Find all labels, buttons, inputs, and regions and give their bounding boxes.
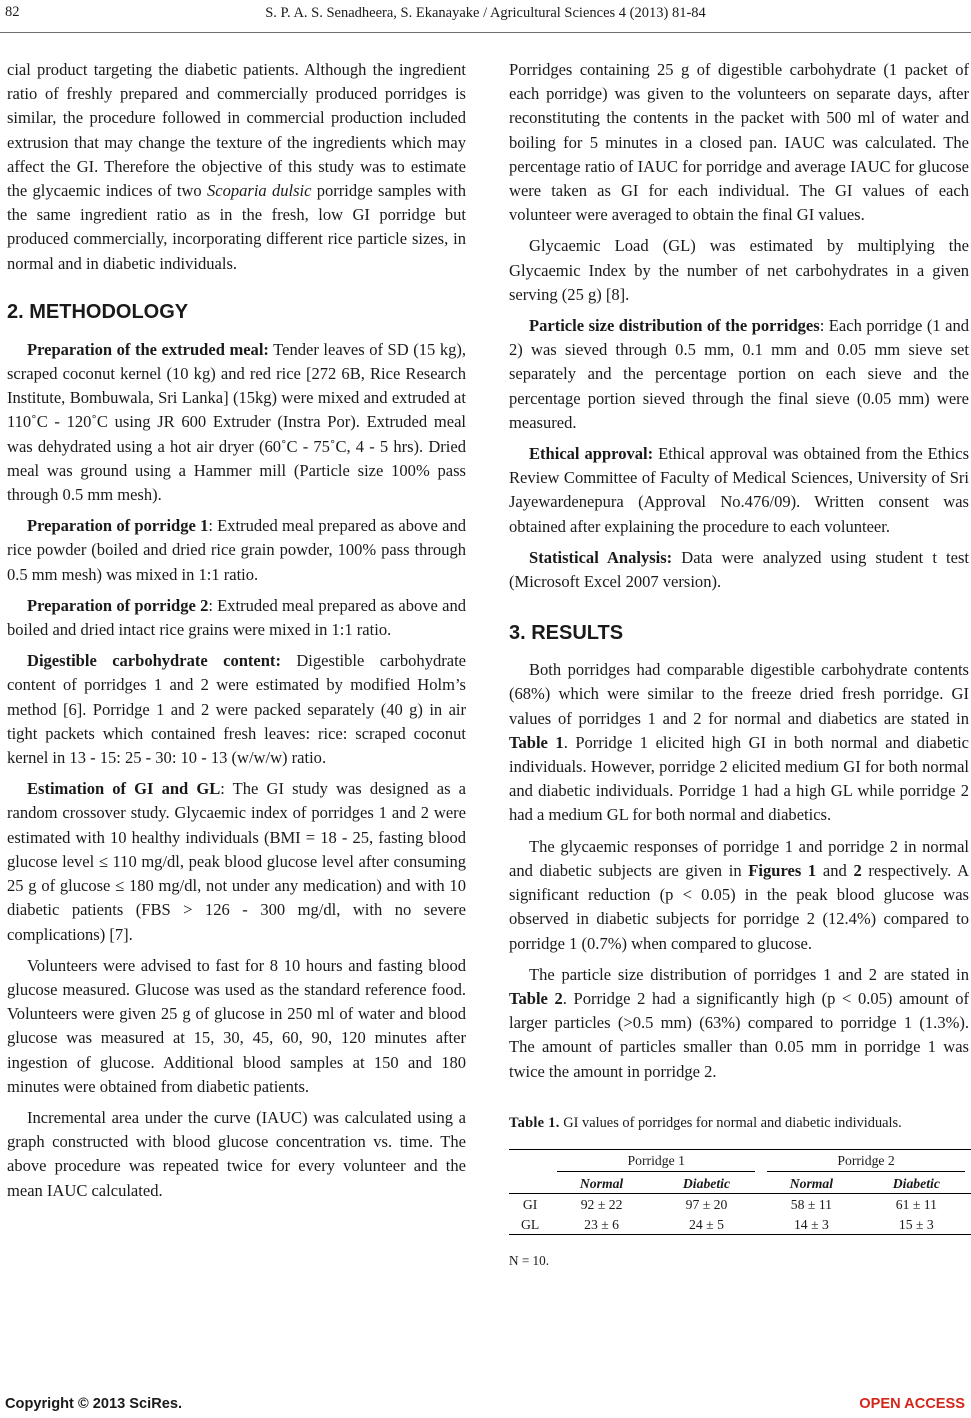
table-footnote: N = 10. — [509, 1252, 550, 1268]
results-heading: 3. RESULTS — [509, 622, 624, 645]
porridge1-paragraph: Preparation of porridge 1: Extruded meal prepared as above and rice powder (boiled and dried rice grain powder, 100% pass through 0.5 mm mesh) was mixed in 1:1 ratio. — [7, 516, 466, 584]
statistical-analysis-paragraph: Statistical Analysis: Data were analyzed using student t test (Microsoft Excel 2007 version). — [509, 547, 969, 592]
porridges-paragraph: Porridges containing 25 g of digestible carbohydrate (1 packet of each porridge) was given to the volunteers on separate days, after reconstituting the contents in the packet with 500 ml of water and boiling for 5 minutes in a closed pan. IAUC was calculated. The percentage ratio of IAUC for porridge and average IAUC for glucose were taken as GI for each individual. The GI values of each volunteer were averaged to obtain the final GI values. — [509, 60, 969, 225]
table-cell: 24 ± 5 — [689, 1216, 724, 1232]
table-reference: Table 2 — [509, 988, 563, 1008]
table-subheader: Normal — [579, 1175, 624, 1191]
table-subheader-row — [509, 1173, 971, 1194]
open-access-label: OPEN ACCESS — [859, 1396, 965, 1412]
results-paragraph-3: The particle size distribution of porridges 1 and 2 are stated in Table 2. Porridge 2 had a significantly high (p < 0.05) amount of larger particles (>0.5 mm) (63%) compared to porridge 1 (1.3%). The amount of particles smaller than 0.05 mm in porridge 1 was twice the amount in porridge 2. — [509, 964, 969, 1081]
methodology-heading: 2. METHODOLOGY — [7, 300, 189, 323]
table-reference: Table 1 — [509, 732, 564, 752]
table-caption: Table 1. GI values of porridges for normal and diabetic individuals. — [509, 1114, 902, 1131]
table-group-header: Porridge 2 — [761, 1149, 971, 1173]
volunteers-paragraph: Volunteers were advised to fast for 8 10 hours and fasting blood glucose measured. Glucose was used as the standard reference food. Volunteers were given 25 g of glucose in 250 ml of water and blood glucose was measured at 15, 30, 45, 60, 90, 120 minutes after ingestion of glucose. Additional blood samples at 150 and 180 minutes were obtained from diabetic patients. — [7, 955, 466, 1096]
table-cell: 97 ± 20 — [685, 1196, 728, 1212]
table-cell: 15 ± 3 — [898, 1216, 934, 1232]
glycaemic-load-paragraph: Glycaemic Load (GL) was estimated by multiplying the Glycaemic Index by the number of net carbohydrates in a given serving (25 g) [8]. — [509, 236, 969, 304]
table-corner-cell — [509, 1149, 551, 1173]
gi-gl-paragraph: Estimation of GI and GL: The GI study was designed as a random crossover study. Glycaemic index of porridges 1 and 2 were estimated with 10 healthy individuals (BMI = 18 - 25, fasting blood glucose level ≤ 110 mg/dl, peak blood glucose level after consuming 25 g of glucose ≤ 180 mg/dl, not under any medication) and with 10 diabetic patients (FBS > 126 - 300 mg/dl, with no severe complications) [7]. — [7, 779, 466, 944]
table-row — [509, 1193, 971, 1214]
table-subheader: Diabetic — [682, 1175, 731, 1191]
table-row-label: GL — [521, 1216, 540, 1232]
particle-size-paragraph: Particle size distribution of the porridges: Each porridge (1 and 2) was sieved through 0.5 mm, 0.1 mm and 0.05 mm sieve set separately and the percentage portion on each sieve and the percentage portion sieved through the final sieve (0.05 mm) were measured. — [509, 316, 969, 432]
left-column — [7, 58, 466, 1203]
header-rule — [0, 32, 971, 33]
results-paragraph-2: The glycaemic responses of porridge 1 and porridge 2 in normal and diabetic subjects are given in Figures 1 and 2 respectively. A significant reduction (p < 0.05) in the peak blood glucose was observed in diabetic subjects for porridge 2 (12.4%) compared to porridge 1 (0.7%) when compared to glucose. — [509, 836, 970, 953]
intro-paragraph: cial product targeting the diabetic patients. Although the ingredient ratio of freshly prepared and commercially produced porridges is similar, the procedure followed in commercial production included extrusion that may change the texture of the ingredients which may affect the GI. Therefore the objective of this study was to estimate the glycaemic indices of two Scoparia dulsic porridge samples with the same ingredient ratio as in the fresh, low GI porridge but produced commercially, incorporating different rice particle sizes, in normal and in diabetic individuals. — [7, 60, 466, 273]
table-subheader: Normal — [789, 1175, 834, 1191]
table-group-header: Porridge 1 — [551, 1149, 761, 1173]
page-header — [0, 4, 971, 26]
right-column — [509, 58, 969, 1273]
page-number: 82 — [5, 4, 20, 20]
table-cell: 23 ± 6 — [584, 1216, 620, 1232]
carbohydrate-paragraph: Digestible carbohydrate content: Digestible carbohydrate content of porridges 1 and 2 were estimated by modified Holm’s method [6]. Porridge 1 and 2 were packed separately (40 g) in air tight packets which contained fresh leaves: rice: scraped coconut kernel in 13 - 15: 25 - 30: 10 - 13 (w/w/w) ratio. — [7, 651, 466, 768]
table-cell: 61 ± 11 — [895, 1196, 937, 1212]
copyright-notice: Copyright © 2013 SciRes. — [5, 1396, 183, 1412]
gi-table — [509, 1149, 971, 1235]
iauc-paragraph: Incremental area under the curve (IAUC) was calculated using a graph constructed with blood glucose concentration vs. time. The above procedure was repeated twice for every volunteer and the mean IAUC calculated. — [7, 1107, 466, 1200]
table-subheader: Diabetic — [892, 1175, 940, 1191]
table-row — [509, 1214, 971, 1235]
running-head: S. P. A. S. Senadheera, S. Ekanayake / Agricultural Sciences 4 (2013) 81-84 — [265, 5, 706, 21]
table-cell: 58 ± 11 — [790, 1196, 833, 1212]
species-name: Scoparia dulsic — [206, 181, 312, 201]
figure-reference: 2 — [853, 860, 862, 880]
table-group-header-row — [509, 1149, 971, 1173]
extruded-meal-paragraph: Preparation of the extruded meal: Tender leaves of SD (15 kg), scraped coconut kernel (10 kg) and red rice [272 6B, Rice Research Institute, Bombuwala, Sri Lanka] (15kg) were mixed and extruded at 110˚C - 120˚C using JR 600 Extruder (Instra Por). Extruded meal was dehydrated using a hot air dryer (60˚C - 75˚C, 4 - 5 hrs). Dried meal was ground using a Hammer mill (Particle size 100% pass through 0.5 mm mesh). — [7, 339, 466, 505]
table-row-label: GI — [522, 1196, 538, 1212]
ethical-approval-paragraph: Ethical approval: Ethical approval was obtained from the Ethics Review Committee of Faculty of Medical Sciences, University of Sri Jayewardenepura (Approval No.476/09). Written consent was obtained after explaining the procedure to each volunteer. — [509, 444, 970, 536]
page-footer — [0, 1396, 971, 1416]
table-cell: 14 ± 3 — [793, 1216, 829, 1232]
porridge2-paragraph: Preparation of porridge 2: Extruded meal prepared as above and boiled and dried intact rice grains were mixed in 1:1 ratio. — [7, 595, 466, 640]
results-paragraph-1: Both porridges had comparable digestible carbohydrate contents (68%) which were similar to the freeze dried fresh porridge. GI values of porridges 1 and 2 for normal and diabetics are stated in Table 1. Porridge 1 elicited high GI in both normal and diabetic individuals. However, porridge 2 elicited medium GI for both normal and diabetic individuals. Porridge 1 had a high GL while porridge 2 had a medium GL for both normal and diabetics. — [509, 660, 969, 825]
table-cell: 92 ± 22 — [580, 1196, 623, 1212]
figure-reference: Figures 1 — [748, 860, 817, 880]
